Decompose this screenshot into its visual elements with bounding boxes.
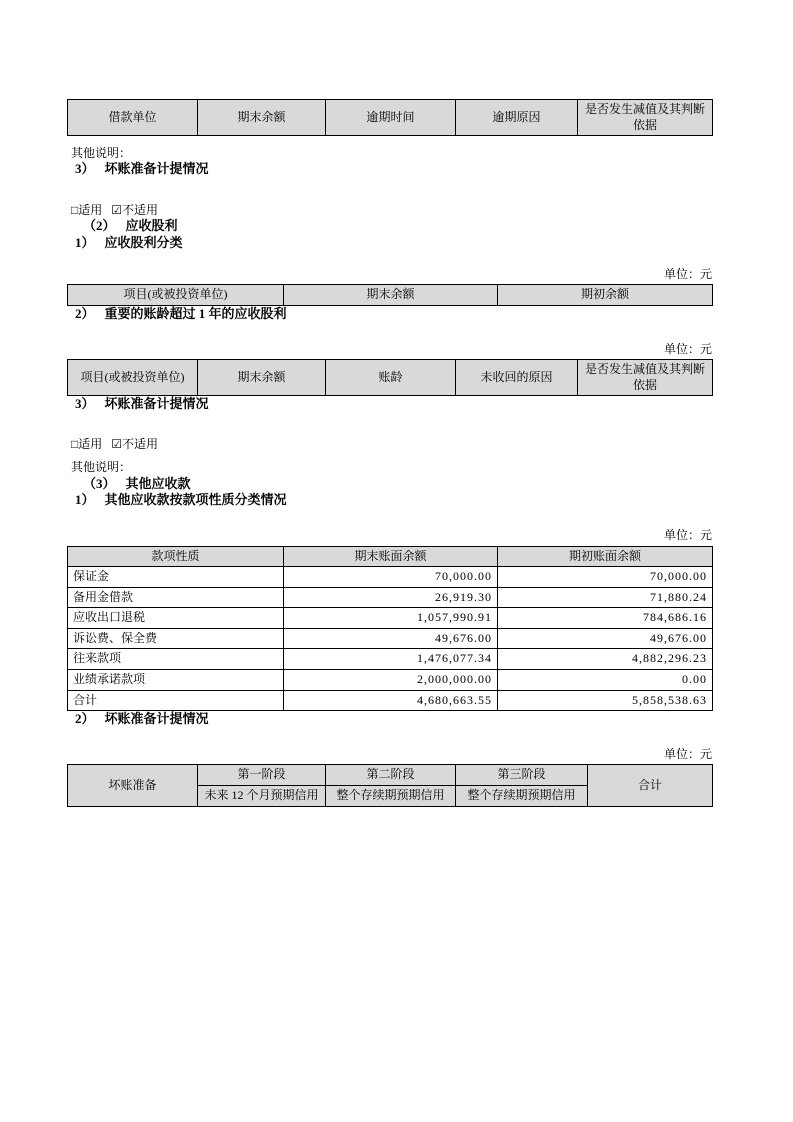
heading-dividends-classification xyxy=(67,235,712,252)
table-row xyxy=(68,628,713,649)
dividends-classification-table xyxy=(67,284,713,306)
cell-item-name: 诉讼费、保全费 xyxy=(68,628,284,649)
other-note: 其他说明： xyxy=(71,146,132,161)
column-header-impairment: 是否发生减值及其判断依据 xyxy=(578,100,713,136)
column-header-total: 合计 xyxy=(588,765,713,806)
heading-number: 1） xyxy=(75,492,95,508)
table-row xyxy=(68,670,713,691)
checkbox-applicable: □适用 xyxy=(71,437,103,452)
checkbox-not-applicable: ☑不适用 xyxy=(111,437,159,452)
table-row xyxy=(68,587,713,608)
cell-closing-balance: 49,676.00 xyxy=(284,628,498,649)
unit-label: 单位：元 xyxy=(663,341,712,356)
heading-number: 1） xyxy=(75,235,95,251)
cell-total-label: 合计 xyxy=(68,690,284,711)
cell-closing-balance: 2,000,000.00 xyxy=(284,670,498,691)
other-receivables-classification-table xyxy=(67,546,713,712)
column-header-closing-balance: 期末余额 xyxy=(198,100,326,136)
heading-number: 2） xyxy=(75,711,95,727)
cell-item-name: 备用金借款 xyxy=(68,587,284,608)
table-header-row xyxy=(68,285,713,306)
heading-number: （2） xyxy=(83,218,116,234)
column-subheader-stage2: 整个存续期预期信用 xyxy=(326,785,456,806)
column-header-closing-balance: 期末余额 xyxy=(284,285,498,306)
column-header-nature: 款项性质 xyxy=(68,546,284,567)
table-row xyxy=(68,567,713,588)
column-header-borrower: 借款单位 xyxy=(68,100,198,136)
cell-opening-balance: 70,000.00 xyxy=(498,567,713,588)
table-row xyxy=(68,608,713,629)
heading-text: 其他应收款 xyxy=(125,475,191,491)
total-row xyxy=(68,690,713,711)
heading-number: 2） xyxy=(75,306,95,322)
column-header-item: 项目(或被投资单位) xyxy=(68,285,284,306)
unit-label: 单位：元 xyxy=(663,267,712,282)
column-header-impairment: 是否发生减值及其判断依据 xyxy=(578,360,713,396)
checkbox-not-applicable: ☑不适用 xyxy=(111,203,159,218)
heading-text: 其他应收款按款项性质分类情况 xyxy=(104,492,287,508)
heading-bad-debt-provision-2 xyxy=(67,396,712,413)
cell-closing-balance: 1,057,990.91 xyxy=(284,608,498,629)
cell-opening-balance: 784,686.16 xyxy=(498,608,713,629)
table-header-row xyxy=(68,546,713,567)
cell-total-closing: 4,680,663.55 xyxy=(284,690,498,711)
column-header-opening-balance: 期初余额 xyxy=(498,285,713,306)
heading-text: 应收股利 xyxy=(125,218,178,234)
column-header-overdue-reason: 逾期原因 xyxy=(456,100,578,136)
heading-text: 重要的账龄超过 1 年的应收股利 xyxy=(104,306,287,322)
column-header-stage1: 第一阶段 xyxy=(198,765,326,786)
column-header-opening-book-balance: 期初账面余额 xyxy=(498,546,713,567)
cell-opening-balance: 0.00 xyxy=(498,670,713,691)
cell-item-name: 业绩承诺款项 xyxy=(68,670,284,691)
checkbox-applicable: □适用 xyxy=(71,203,103,218)
cell-item-name: 往来款项 xyxy=(68,649,284,670)
dividends-aging-table xyxy=(67,359,713,396)
column-header-closing-book-balance: 期末账面余额 xyxy=(284,546,498,567)
column-subheader-stage1: 未来 12 个月预期信用 xyxy=(198,785,326,806)
cell-opening-balance: 4,882,296.23 xyxy=(498,649,713,670)
table-row xyxy=(68,649,713,670)
table-header-row xyxy=(68,765,713,786)
heading-text: 坏账准备计提情况 xyxy=(104,396,209,412)
column-subheader-stage3: 整个存续期预期信用 xyxy=(456,785,588,806)
column-header-overdue-time: 逾期时间 xyxy=(326,100,456,136)
heading-text: 坏账准备计提情况 xyxy=(104,161,209,177)
heading-other-receivables-classification xyxy=(67,492,712,509)
overdue-loans-table xyxy=(67,99,713,136)
heading-dividends-receivable xyxy=(67,218,712,235)
cell-item-name: 应收出口退税 xyxy=(68,608,284,629)
heading-dividends-aging xyxy=(67,306,712,323)
applicability-line xyxy=(67,436,712,452)
bad-debt-stages-table xyxy=(67,764,713,806)
cell-bad-debt-provision: 坏账准备 xyxy=(68,765,198,806)
table-header-row xyxy=(68,360,713,396)
column-header-item: 项目(或被投资单位) xyxy=(68,360,198,396)
cell-opening-balance: 49,676.00 xyxy=(498,628,713,649)
unit-label: 单位：元 xyxy=(663,747,712,762)
heading-text: 应收股利分类 xyxy=(104,235,183,251)
column-header-uncollected-reason: 未收回的原因 xyxy=(456,360,578,396)
heading-number: （3） xyxy=(83,475,116,491)
other-note: 其他说明： xyxy=(71,460,132,475)
heading-number: 3） xyxy=(75,161,95,177)
column-header-stage2: 第二阶段 xyxy=(326,765,456,786)
cell-closing-balance: 26,919.30 xyxy=(284,587,498,608)
heading-bad-debt-provision-1 xyxy=(67,161,712,178)
heading-bad-debt-provision-3 xyxy=(67,711,712,728)
column-header-stage3: 第三阶段 xyxy=(456,765,588,786)
cell-item-name: 保证金 xyxy=(68,567,284,588)
cell-closing-balance: 1,476,077.34 xyxy=(284,649,498,670)
unit-label: 单位：元 xyxy=(663,528,712,543)
table-header-row xyxy=(68,100,713,136)
cell-total-opening: 5,858,538.63 xyxy=(498,690,713,711)
applicability-line xyxy=(67,202,712,218)
column-header-closing-balance: 期末余额 xyxy=(198,360,326,396)
cell-opening-balance: 71,880.24 xyxy=(498,587,713,608)
cell-closing-balance: 70,000.00 xyxy=(284,567,498,588)
heading-text: 坏账准备计提情况 xyxy=(104,711,209,727)
heading-number: 3） xyxy=(75,396,95,412)
column-header-aging: 账龄 xyxy=(326,360,456,396)
heading-other-receivables xyxy=(67,476,712,493)
